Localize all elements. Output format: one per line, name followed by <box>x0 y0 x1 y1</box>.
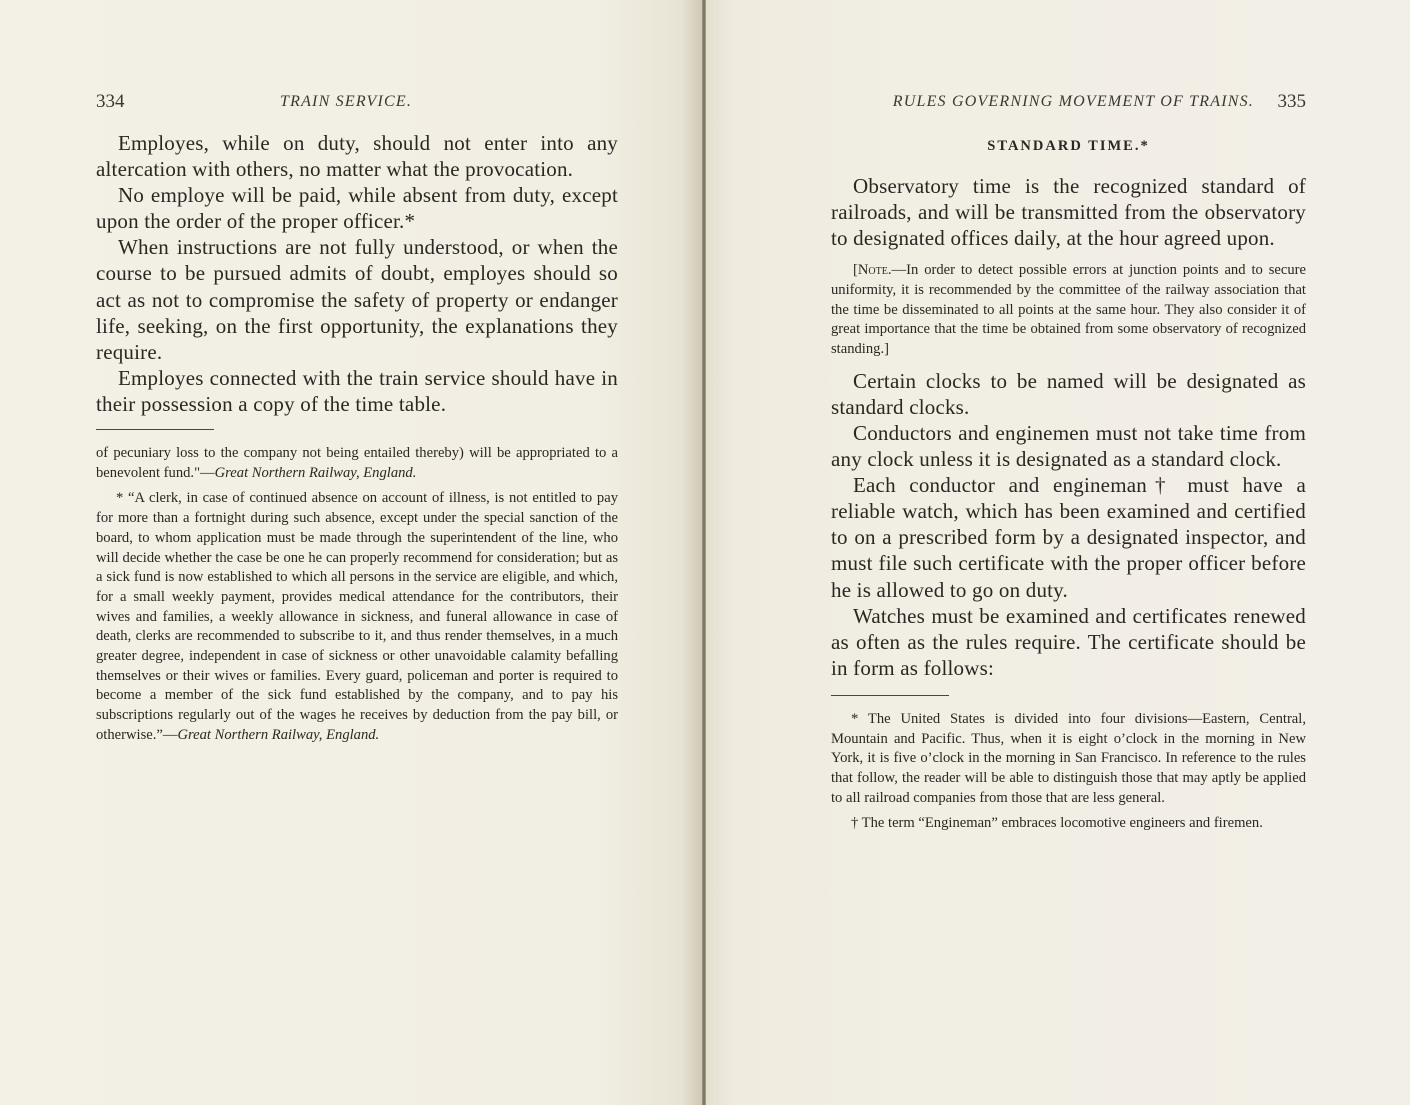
footnote: * The United States is divided into four divisions—Eastern, Central, Mountain and Pacific. Thus, when it is eight o’clock in the morning in New York, it is five o’clock in the morning in San Francisco. In reference to the rules that follow, the reader will be able to distinguish those that may aptly be applied to all railroad companies from those that are less general. <box>831 710 1306 806</box>
paragraph: Employes, while on duty, should not enter into any altercation with others, no matter what the provocation. <box>96 131 618 182</box>
left-body <box>96 130 618 746</box>
paragraph: Observatory time is the recognized standard of railroads, and will be transmitted from the observatory to designated offices daily, at the hour agreed upon. <box>831 174 1306 251</box>
running-head-title: RULES GOVERNING MOVEMENT OF TRAINS. <box>892 93 1254 110</box>
note-paragraph <box>831 261 1306 360</box>
right-running-head <box>831 90 1306 114</box>
paragraph: Certain clocks to be named will be designated as standard clocks. <box>831 368 1306 419</box>
note-label: Note. <box>857 262 892 279</box>
section-heading: STANDARD TIME.* <box>987 138 1150 154</box>
paragraph: When instructions are not fully understood, or when the course to be pursued admits of doubt, employes should so act as not to compromise the safety of property or endanger life, seeking, on the first opportunity, the explanations they require. <box>96 235 618 364</box>
right-body <box>831 133 1306 834</box>
footnote-divider <box>96 429 214 430</box>
running-head-title: TRAIN SERVICE. <box>280 93 413 110</box>
paragraph: No employe will be paid, while absent from duty, except upon the order of the proper officer.* <box>96 183 618 234</box>
footnote: † The term “Engineman” embraces locomotive engineers and firemen. <box>851 815 1263 832</box>
left-running-head <box>96 90 620 114</box>
paragraph: Employes connected with the train service should have in their possession a copy of the time table. <box>96 365 618 416</box>
footnote-star <box>96 489 618 745</box>
footnote-continued <box>96 444 618 483</box>
footnote-source: Great Northern Railway, England. <box>214 464 417 481</box>
footnote-text: * “A clerk, in case of continued absence on account of illness, is not entitled to pay for more than a fortnight during such absence, except under the special sanction of the board, to whom application must be made through the superintendent of the line, who will decide whether the case be one he can properly recommend for consideration; but as a sick fund is now established to which all persons in the service are eligible, and which, for a small weekly payment, provides medical attendance for the contributors, their wives and families, a weekly allowance in sickness, and funeral allowance in case of death, clerks are recommended to subscribe to it, and thus render themselves, in a much greater degree, independent in case of sickness or other unavoidable calamity befalling themselves or their wives or families. Every guard, policeman and porter is required to become a member of the sick fund established by the company, and to pay his subscriptions regularly out of the wages he receives by deduction from the pay bill, or otherwise.”— <box>96 490 618 743</box>
note-text: —In order to detect possible errors at junction points and to secure uniformity, it is recommended by the committee of the railway association that the time be disseminated to all points at the same hour. They also consider it of great importance that the time be obtained from some observatory of recognized standing.] <box>831 262 1306 358</box>
paragraph: Conductors and enginemen must not take time from any clock unless it is designated as a standard clock. <box>831 420 1306 472</box>
right-page <box>706 0 1410 1105</box>
note-bracket: [ <box>853 262 858 279</box>
footnote-text: of pecuniary loss to the company not being entailed thereby) will be appropriated to a benevolent fund."— <box>96 445 618 481</box>
footnote-divider <box>831 695 949 696</box>
paragraph: Watches must be examined and certificates renewed as often as the rules require. The certificate should be in form as follows: <box>831 603 1306 680</box>
page-number: 334 <box>96 91 125 112</box>
paragraph: Each conductor and engineman† must have a reliable watch, which has been examined and certified to on a prescribed form by a designated inspector, and must file such certificate with the proper officer before he is allowed to go on duty. <box>831 473 1306 602</box>
page-number: 335 <box>1277 91 1306 112</box>
left-page <box>0 0 702 1105</box>
footnote-source: Great Northern Railway, England. <box>177 726 380 743</box>
